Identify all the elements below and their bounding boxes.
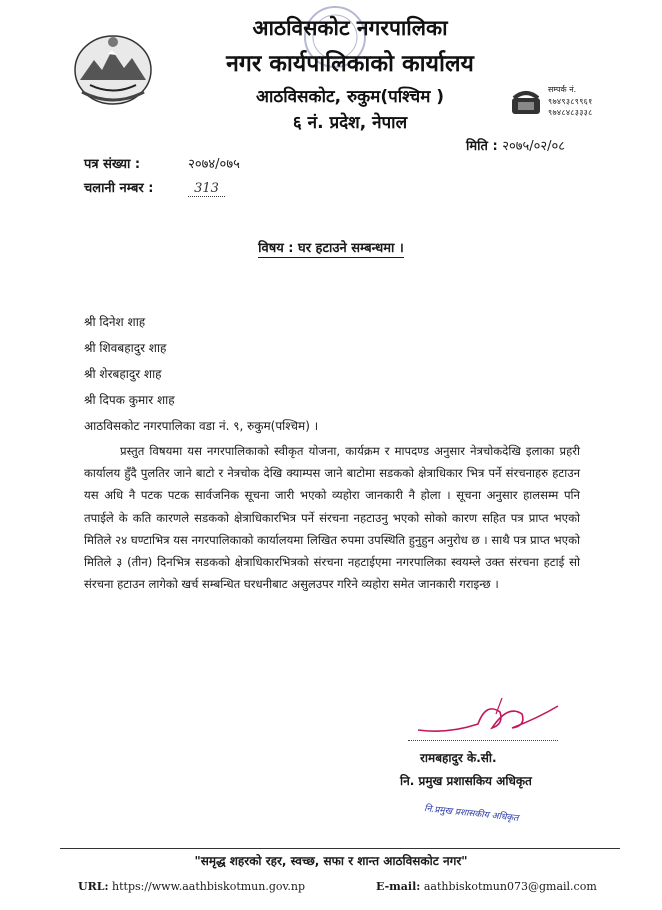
recipient: श्री शिवबहादुर शाह — [84, 341, 167, 355]
letter-number-value: २०७४/०७५ — [188, 157, 240, 172]
email-value: aathbiskotmun073@gmail.com — [423, 880, 597, 893]
signature-line — [408, 740, 558, 741]
signer-name: रामबहादुर के.सी. — [420, 751, 497, 765]
footer-slogan: "समृद्ध शहरको रहर, स्वच्छ, सफा र शान्त आठविसकोट नगर" — [194, 854, 468, 868]
office-address: आठविसकोट, रुकुम(पश्चिम ) — [255, 87, 445, 107]
handwritten-signature — [408, 694, 568, 740]
contact-label: सम्पर्क नं. — [548, 85, 577, 94]
footer-email — [376, 880, 597, 893]
letter-body: प्रस्तुत विषयमा यस नगरपालिकाको स्वीकृत योजना, कार्यक्रम र मापदण्ड अनुसार नेत्रचोकदेखि इलाका प्रहरी कार्यालय हुँदै पुलतिर जाने बाटो र नेत्रचोक देखि क्याम्पस जाने बाटोमा सडकको क्षेत्राधिकार भित्र पर्ने संरचनाहरु हटाउन यस अधि नै पटक पटक सार्वजनिक सूचना जारी भएको व्यहोरा जानकारी नै होला । सूचना अनुसार हालसम्म पनि तपाईले के कति कारणले सडकको क्षेत्राधिकारभित्र पर्ने संरचना नहटाउनु भएको सोको कारण सहित पत्र प्राप्त भएको मितिले २४ घण्टाभित्र यस नगरपालिकाको कार्यालयमा लिखित रुपमा उपस्थिति हुनुहुन अनुरोध छ । साथै पत्र प्राप्त भएको मितिले ३ (तीन) दिनभित्र सडकको क्षेत्राधिकारभित्रको संरचना नहटाईएमा नगरपालिका स्वयम्ले उक्त संरचना हटाई सो संरचना हटाउन लागेको खर्च सम्बन्धित घरधनीबाट असुलउपर गरिने व्यहोरा समेत जानकारी गराइन्छ । — [84, 444, 580, 592]
recipient-list — [84, 312, 318, 442]
contact-number: ९७४९३८९९६१ — [548, 97, 593, 106]
recipient: श्री दिनेश शाह — [84, 315, 146, 329]
subject — [0, 238, 662, 256]
province-country: ६ नं. प्रदेश, नेपाल — [292, 113, 408, 133]
date-label: मिति : — [466, 139, 498, 154]
dispatch-number-value: 313 — [188, 181, 225, 197]
recipient-address: आठविसकोट नगरपालिका वडा नं. ९, रुकुम(पश्चिम) । — [84, 419, 319, 433]
footer-url — [78, 880, 305, 893]
date — [466, 136, 565, 154]
date-value: २०७५/०२/०८ — [502, 139, 566, 154]
letter-number — [84, 154, 240, 172]
office-name: नगर कार्यपालिकाको कार्यालय — [226, 51, 474, 77]
recipient: श्री दिपक कुमार शाह — [84, 393, 175, 407]
email-label: E-mail: — [376, 880, 421, 893]
signer-title: नि. प्रमुख प्रशासकिय अधिकृत — [400, 774, 532, 788]
footer-divider — [60, 848, 620, 849]
dispatch-number-label: चलानी नम्बर : — [84, 181, 154, 196]
url-value: https://www.aathbiskotmun.gov.np — [112, 880, 306, 893]
url-label: URL: — [78, 880, 109, 893]
nepal-emblem-icon — [72, 30, 154, 106]
telephone-icon — [510, 88, 542, 116]
municipality-name: आठविसकोट नगरपालिका — [252, 16, 448, 40]
letter-number-label: पत्र संख्या : — [84, 157, 141, 172]
recipient: श्री शेरबहादुर शाह — [84, 367, 162, 381]
subject-text: विषय : घर हटाउने सम्बन्धमा । — [258, 241, 404, 256]
official-stamp: नि.प्रमुख प्रशासकीय अधिकृत — [423, 804, 519, 824]
dispatch-number — [84, 178, 225, 196]
contact-number: ९७४८४८३३३८ — [548, 108, 593, 117]
